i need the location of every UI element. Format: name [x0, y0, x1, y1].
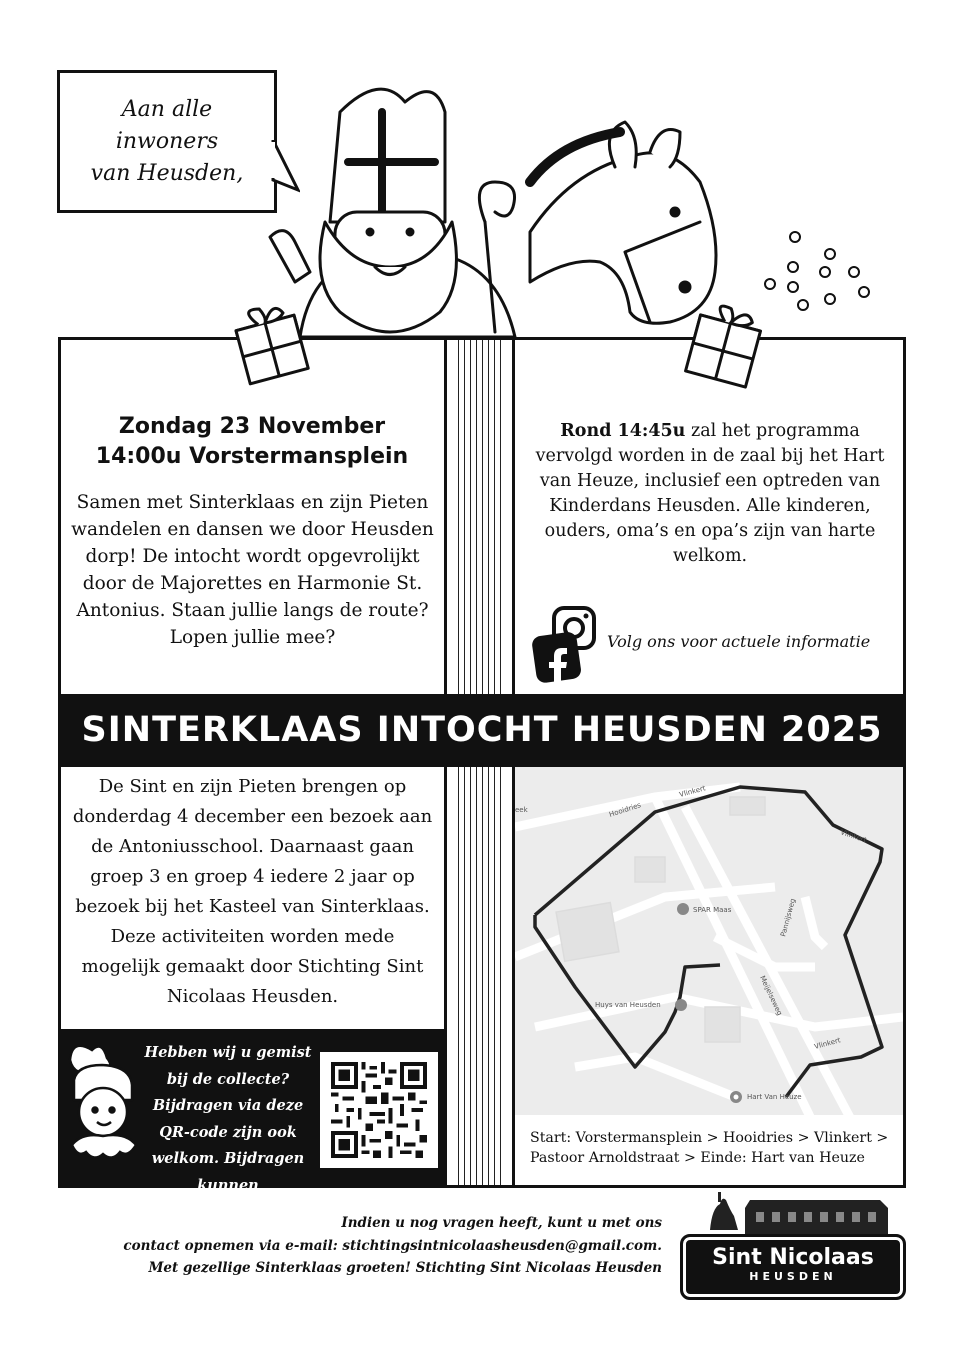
facebook-icon: [532, 631, 582, 684]
street-label-vlinkert-right: Vlinkert: [839, 828, 868, 845]
street-label-pannijsweg: Pannijsweg: [779, 897, 798, 938]
footer-line-2[interactable]: contact opnemen via e-mail: stichtingsintnicolaasheusden@gmail.com.: [123, 1237, 662, 1254]
collect-text: Hebben wij u gemist bij de collecte? Bijdragen via deze QR-code zijn ook welkom. Bijdragen kunnen: [144, 1044, 312, 1194]
program-time: Rond 14:45u: [560, 421, 686, 441]
greeting-line-3: van Heusden,: [90, 160, 244, 186]
street-label-meijelseweg: Meijelseweg: [758, 974, 784, 1017]
street-label-beek: eek: [515, 806, 528, 814]
street-label-vlinkert-bottom: Vlinkert: [813, 1036, 842, 1051]
title-banner: SINTERKLAAS INTOCHT HEUSDEN 2025: [58, 694, 906, 766]
footer-line-1: Indien u nog vragen heeft, kunt u met ons: [341, 1215, 662, 1231]
ribbon-bottom: [444, 764, 515, 1188]
qr-code[interactable]: [320, 1052, 438, 1168]
event-description: Samen met Sinterklaas en zijn Pieten wandelen en dansen we door Heusden dorp! De intocht wordt opgevrolijkt door de Majorettes en Harmonie St. Antonius. Staan jullie langs de route? Lopen jullie mee?: [71, 492, 434, 648]
street-label-vlinkert-top: Vlinkert: [678, 784, 707, 799]
greeting-line-1: Aan alle: [121, 96, 213, 122]
route-description: Start: Vorstermansplein > Hooidries > Vlinkert > Pastoor Arnoldstraat > Einde: Hart van Heuze: [530, 1130, 889, 1166]
route-map[interactable]: [515, 767, 903, 1115]
qr-code-pattern: [330, 1062, 428, 1158]
street-label-hooidries: Hooidries: [608, 801, 643, 819]
program-text: [525, 419, 895, 569]
poi-label-hart: Hart Van Heuze: [747, 1093, 802, 1101]
school-description: De Sint en zijn Pieten brengen op donderdag 4 december een bezoek aan de Antoniusschool. Daarnaast gaan groep 3 en groep 4 iedere 2 jaar op bezoek bij het Kasteel van Sinterklaas. Deze activiteiten worden mede mogelijk gemaakt door Stichting Sint Nicolaas Heusden.: [72, 776, 433, 1007]
greeting-line-2: inwoners: [115, 128, 219, 154]
event-heading: [64, 412, 440, 472]
poi-label-spar: SPAR Maas: [693, 906, 732, 914]
program-body: zal het programma vervolgd worden in de zaal bij het Hart van Heuze, inclusief een optreden van Kinderdans Heusden. Alle kinderen, ouders, oma’s en opa’s zijn van harte welkom.: [535, 421, 885, 566]
footer-line-3: Met gezellige Sinterklaas groeten! Stichting Sint Nicolaas Heusden: [148, 1260, 662, 1276]
logo-name: Sint Nicolaas: [712, 1245, 874, 1270]
social-icons[interactable]: [532, 606, 602, 686]
poi-label-huys: Huys van Heusden: [595, 1001, 661, 1009]
footer-contact: [70, 1212, 662, 1280]
illustration-overlay: [230, 72, 890, 412]
social-caption: Volg ons voor actuele informatie: [607, 632, 871, 651]
piet-icon: [62, 1040, 142, 1170]
sint-nicolaas-logo: [680, 1234, 906, 1300]
event-date: Zondag 23 November: [118, 414, 386, 439]
logo-subtitle: HEUSDEN: [749, 1270, 837, 1283]
event-time-location: 14:00u Vorstermansplein: [95, 444, 409, 469]
logo-building-icon: [690, 1190, 896, 1240]
